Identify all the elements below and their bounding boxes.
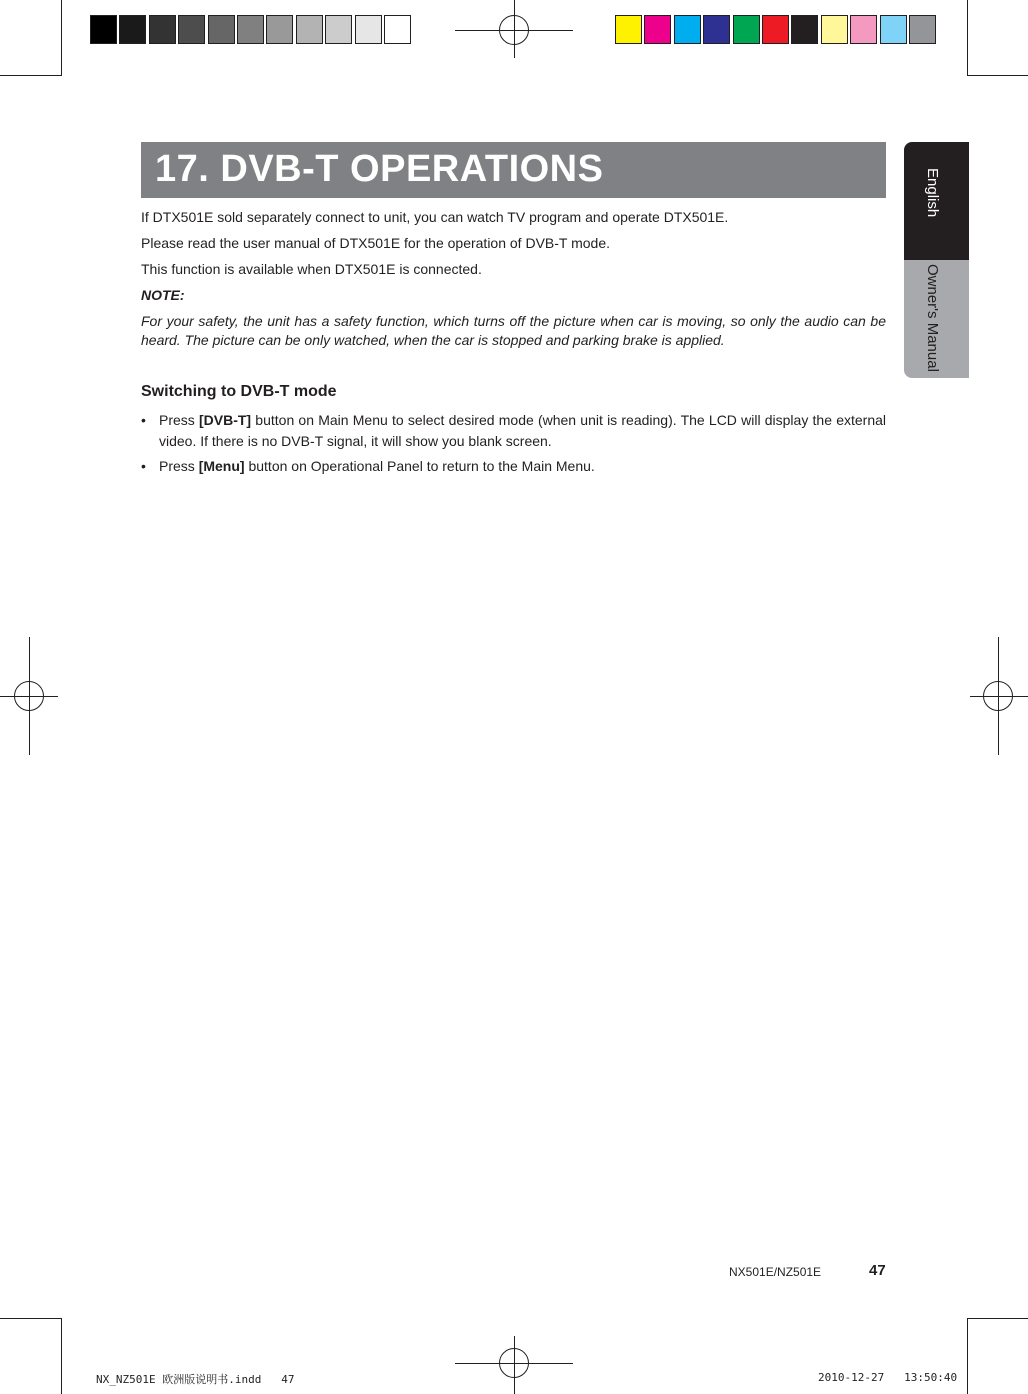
color-swatch — [880, 15, 907, 44]
color-swatch — [821, 15, 848, 44]
color-swatch — [850, 15, 877, 44]
color-swatch — [355, 15, 382, 44]
tab-owners-manual — [904, 260, 969, 378]
color-swatch — [325, 15, 352, 44]
key-dvbt: [DVB-T] — [199, 412, 252, 428]
bullet-item-menu — [141, 456, 886, 478]
color-swatch — [208, 15, 235, 44]
color-swatch — [909, 15, 936, 44]
tab-english-label: English — [924, 168, 941, 218]
color-swatch — [296, 15, 323, 44]
bullet-dot: • — [141, 412, 146, 428]
color-swatch — [384, 15, 411, 44]
color-swatch — [703, 15, 730, 44]
note-text: For your safety, the unit has a safety function, which turns off the picture when car is moving, so only the audio can be heard. The picture can be only watched, when the car is stopped and parking brake is applied. — [141, 313, 886, 348]
intro-line-3: This function is available when DTX501E is connected. — [141, 261, 482, 277]
color-swatch — [733, 15, 760, 44]
bullet-text: Press [DVB-T] button on Main Menu to select desired mode (when unit is reading). The LCD will display the external video. If there is no DVB-T signal, it will show you blank screen. — [159, 412, 887, 449]
color-swatch — [149, 15, 176, 44]
color-swatch — [791, 15, 818, 44]
print-slug-filename: NX_NZ501E 欧洲版说明书.indd 47 — [96, 1373, 295, 1386]
color-swatch — [674, 15, 701, 44]
section-heading: Switching to DVB-T mode — [141, 383, 337, 400]
key-menu: [Menu] — [198, 458, 245, 474]
bullet-item-dvbt — [141, 410, 886, 454]
color-swatch — [266, 15, 293, 44]
color-swatch — [90, 15, 117, 44]
intro-line-1: If DTX501E sold separately connect to unit, you can watch TV program and operate DTX501E. — [141, 209, 729, 225]
color-swatch — [615, 15, 642, 44]
tab-english — [904, 142, 969, 260]
color-swatch — [762, 15, 789, 44]
footer-page-number: 47 — [869, 1262, 886, 1279]
color-swatch — [178, 15, 205, 44]
bullet-dot: • — [141, 458, 146, 474]
color-swatch — [644, 15, 671, 44]
title-banner — [141, 142, 886, 198]
footer-model-number: NX501E/NZ501E — [729, 1265, 822, 1279]
bullet-text: Press [Menu] button on Operational Panel to return to the Main Menu. — [159, 458, 595, 474]
tab-owners-manual-label: Owner's Manual — [924, 264, 941, 372]
color-swatch — [237, 15, 264, 44]
color-swatch — [119, 15, 146, 44]
page-title: 17. DVB-T OPERATIONS — [155, 148, 604, 190]
note-heading: NOTE: — [141, 287, 185, 303]
print-slug-timestamp: 2010-12-27 13:50:40 — [818, 1371, 958, 1384]
intro-line-2: Please read the user manual of DTX501E for the operation of DVB-T mode. — [141, 235, 610, 251]
